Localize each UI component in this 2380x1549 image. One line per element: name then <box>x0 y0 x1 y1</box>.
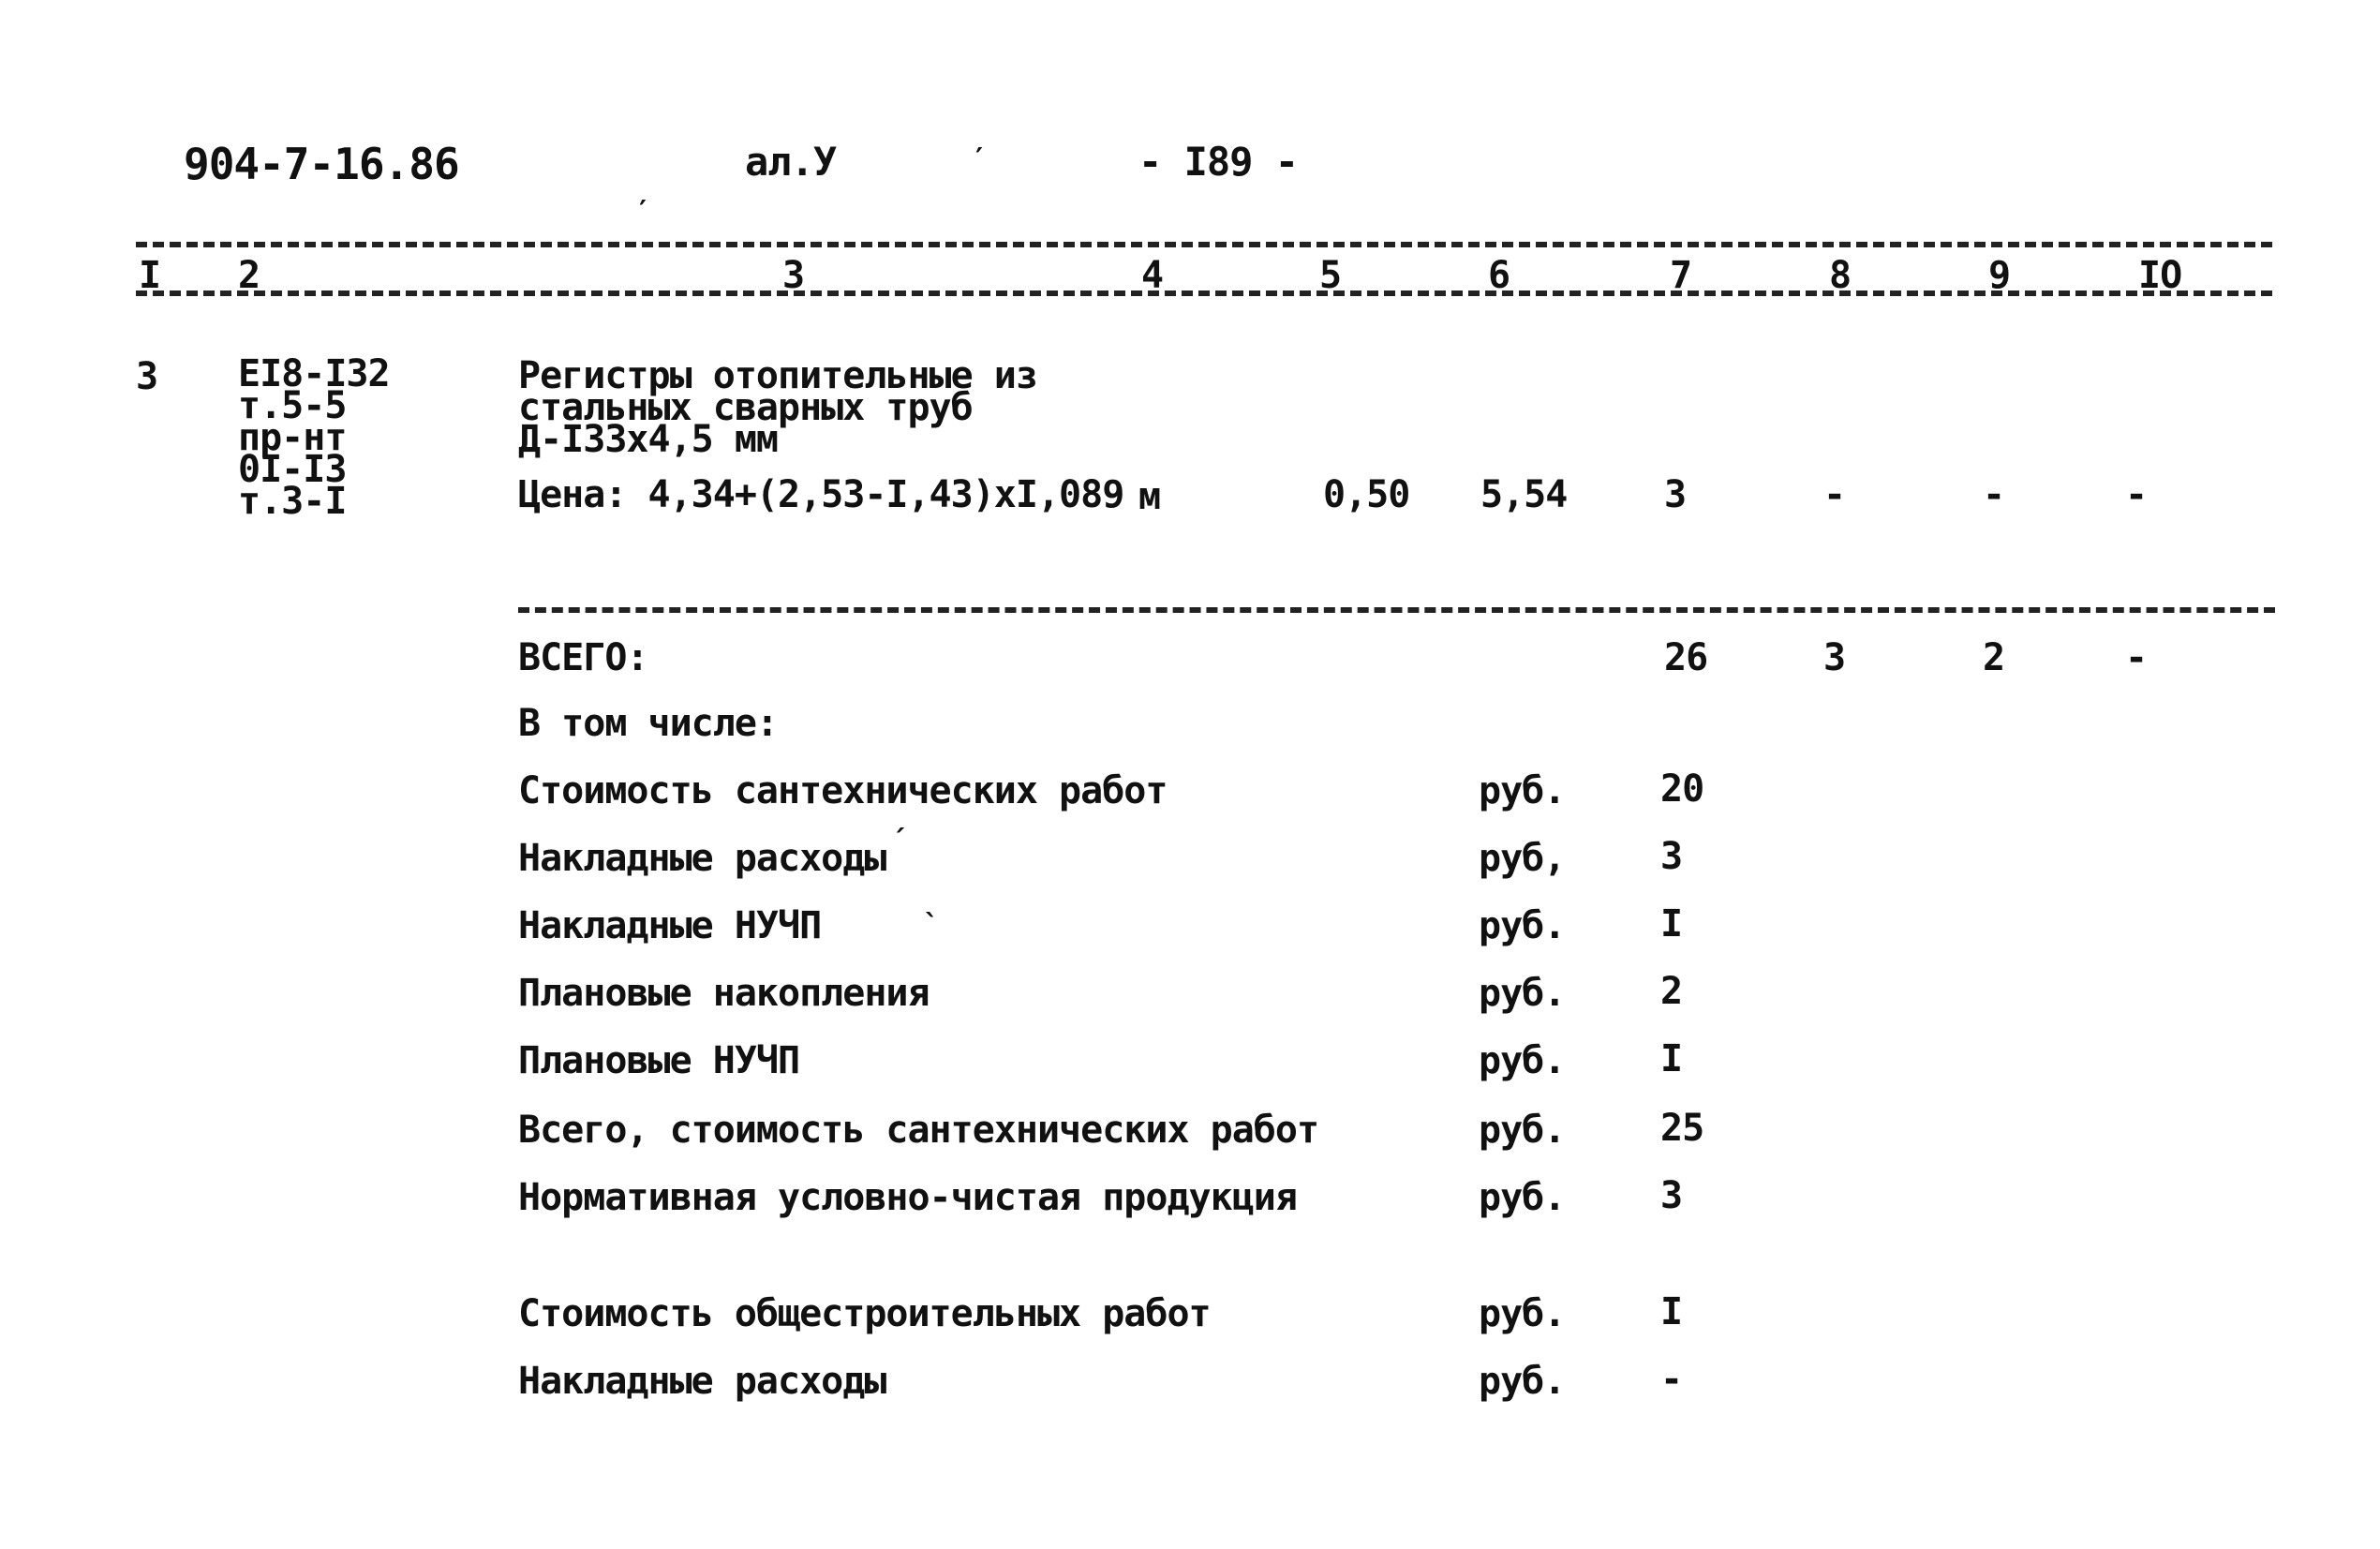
summary-label: Нормативная условно-чистая продукция <box>518 1176 1297 1219</box>
summary-unit: руб. <box>1479 1360 1566 1403</box>
row-code: ЕI8-I32 <box>238 352 390 395</box>
page-number: - I89 - <box>1138 139 1299 185</box>
row-number: 3 <box>136 355 158 398</box>
document-number: 904-7-16.86 <box>184 139 459 189</box>
summary-value: 2 <box>1660 970 1683 1013</box>
header-top-rule <box>136 242 2272 247</box>
summary-label: Накладные расходы <box>518 1360 886 1403</box>
total-col9: 2 <box>1983 636 2005 679</box>
description-line: Д-I33х4,5 мм <box>518 418 778 461</box>
column-number: 5 <box>1319 254 1342 297</box>
summary-label: Стоимость общестроительных работ <box>518 1292 1211 1335</box>
summary-value: 3 <box>1660 835 1683 878</box>
row-col8: - <box>1823 473 1846 516</box>
row-col10: - <box>2125 473 2148 516</box>
description-line: Регистры отопительные из <box>518 354 1037 397</box>
total-col8: 3 <box>1823 636 1846 679</box>
column-number: 7 <box>1670 254 1692 297</box>
including-label: В том числе: <box>518 702 778 745</box>
summary-label: Накладные НУЧП <box>518 904 822 947</box>
stray-mark: ′ <box>971 142 989 175</box>
summary-label: Накладные расходы <box>518 837 886 880</box>
header-bottom-rule <box>136 290 2272 296</box>
column-number: 6 <box>1488 254 1510 297</box>
summary-value: 25 <box>1660 1107 1704 1150</box>
column-number: IO <box>2138 254 2182 297</box>
total-label: ВСЕГО: <box>518 636 648 679</box>
row-col7: 3 <box>1664 473 1687 516</box>
column-number: 8 <box>1829 254 1852 297</box>
summary-unit: руб. <box>1479 904 1566 947</box>
column-number: 9 <box>1988 254 2011 297</box>
total-col7: 26 <box>1664 636 1708 679</box>
total-col10: - <box>2125 636 2148 679</box>
summary-value: I <box>1660 1037 1683 1080</box>
row-code: т.3-I <box>238 480 347 523</box>
summary-value: - <box>1660 1358 1683 1401</box>
stray-mark: ` <box>923 909 941 942</box>
row-codes <box>238 352 390 523</box>
price-formula: Цена: 4,34+(2,53-I,43)хI,089 <box>518 473 1124 516</box>
summary-unit: руб. <box>1479 1109 1566 1152</box>
column-number: 4 <box>1141 254 1164 297</box>
row-col6: 5,54 <box>1480 473 1568 516</box>
row-col9: - <box>1983 473 2005 516</box>
summary-unit: руб. <box>1479 1039 1566 1082</box>
summary-value: I <box>1660 902 1683 946</box>
summary-unit: руб. <box>1479 769 1566 812</box>
row-unit: м <box>1138 475 1161 518</box>
row-code: т.5-5 <box>238 384 347 427</box>
stray-mark: ´ <box>890 825 908 857</box>
row-code: пр-нт <box>238 416 347 459</box>
row-code: 0I-I3 <box>238 448 347 491</box>
summary-unit: руб. <box>1479 972 1566 1015</box>
summary-unit: руб. <box>1479 1176 1566 1219</box>
row-description <box>518 354 1037 461</box>
summary-label: Всего, стоимость сантехнических работ <box>518 1109 1319 1152</box>
summary-unit: руб. <box>1479 1292 1566 1335</box>
summary-value: 20 <box>1660 767 1704 811</box>
column-number: 3 <box>782 254 805 297</box>
column-number: 2 <box>238 254 260 297</box>
summary-label: Стоимость сантехнических работ <box>518 769 1168 812</box>
summary-value: 3 <box>1660 1174 1683 1217</box>
summary-unit: руб, <box>1479 837 1566 880</box>
description-line: стальных сварных труб <box>518 386 973 429</box>
summary-label: Плановые накопления <box>518 972 930 1015</box>
album-label: ал.У <box>745 139 837 185</box>
column-number: I <box>139 254 161 297</box>
summary-value: I <box>1660 1290 1683 1333</box>
total-rule <box>518 607 2275 613</box>
stray-mark: ′ <box>634 195 652 228</box>
row-quantity: 0,50 <box>1323 473 1410 516</box>
summary-label: Плановые НУЧП <box>518 1039 800 1082</box>
